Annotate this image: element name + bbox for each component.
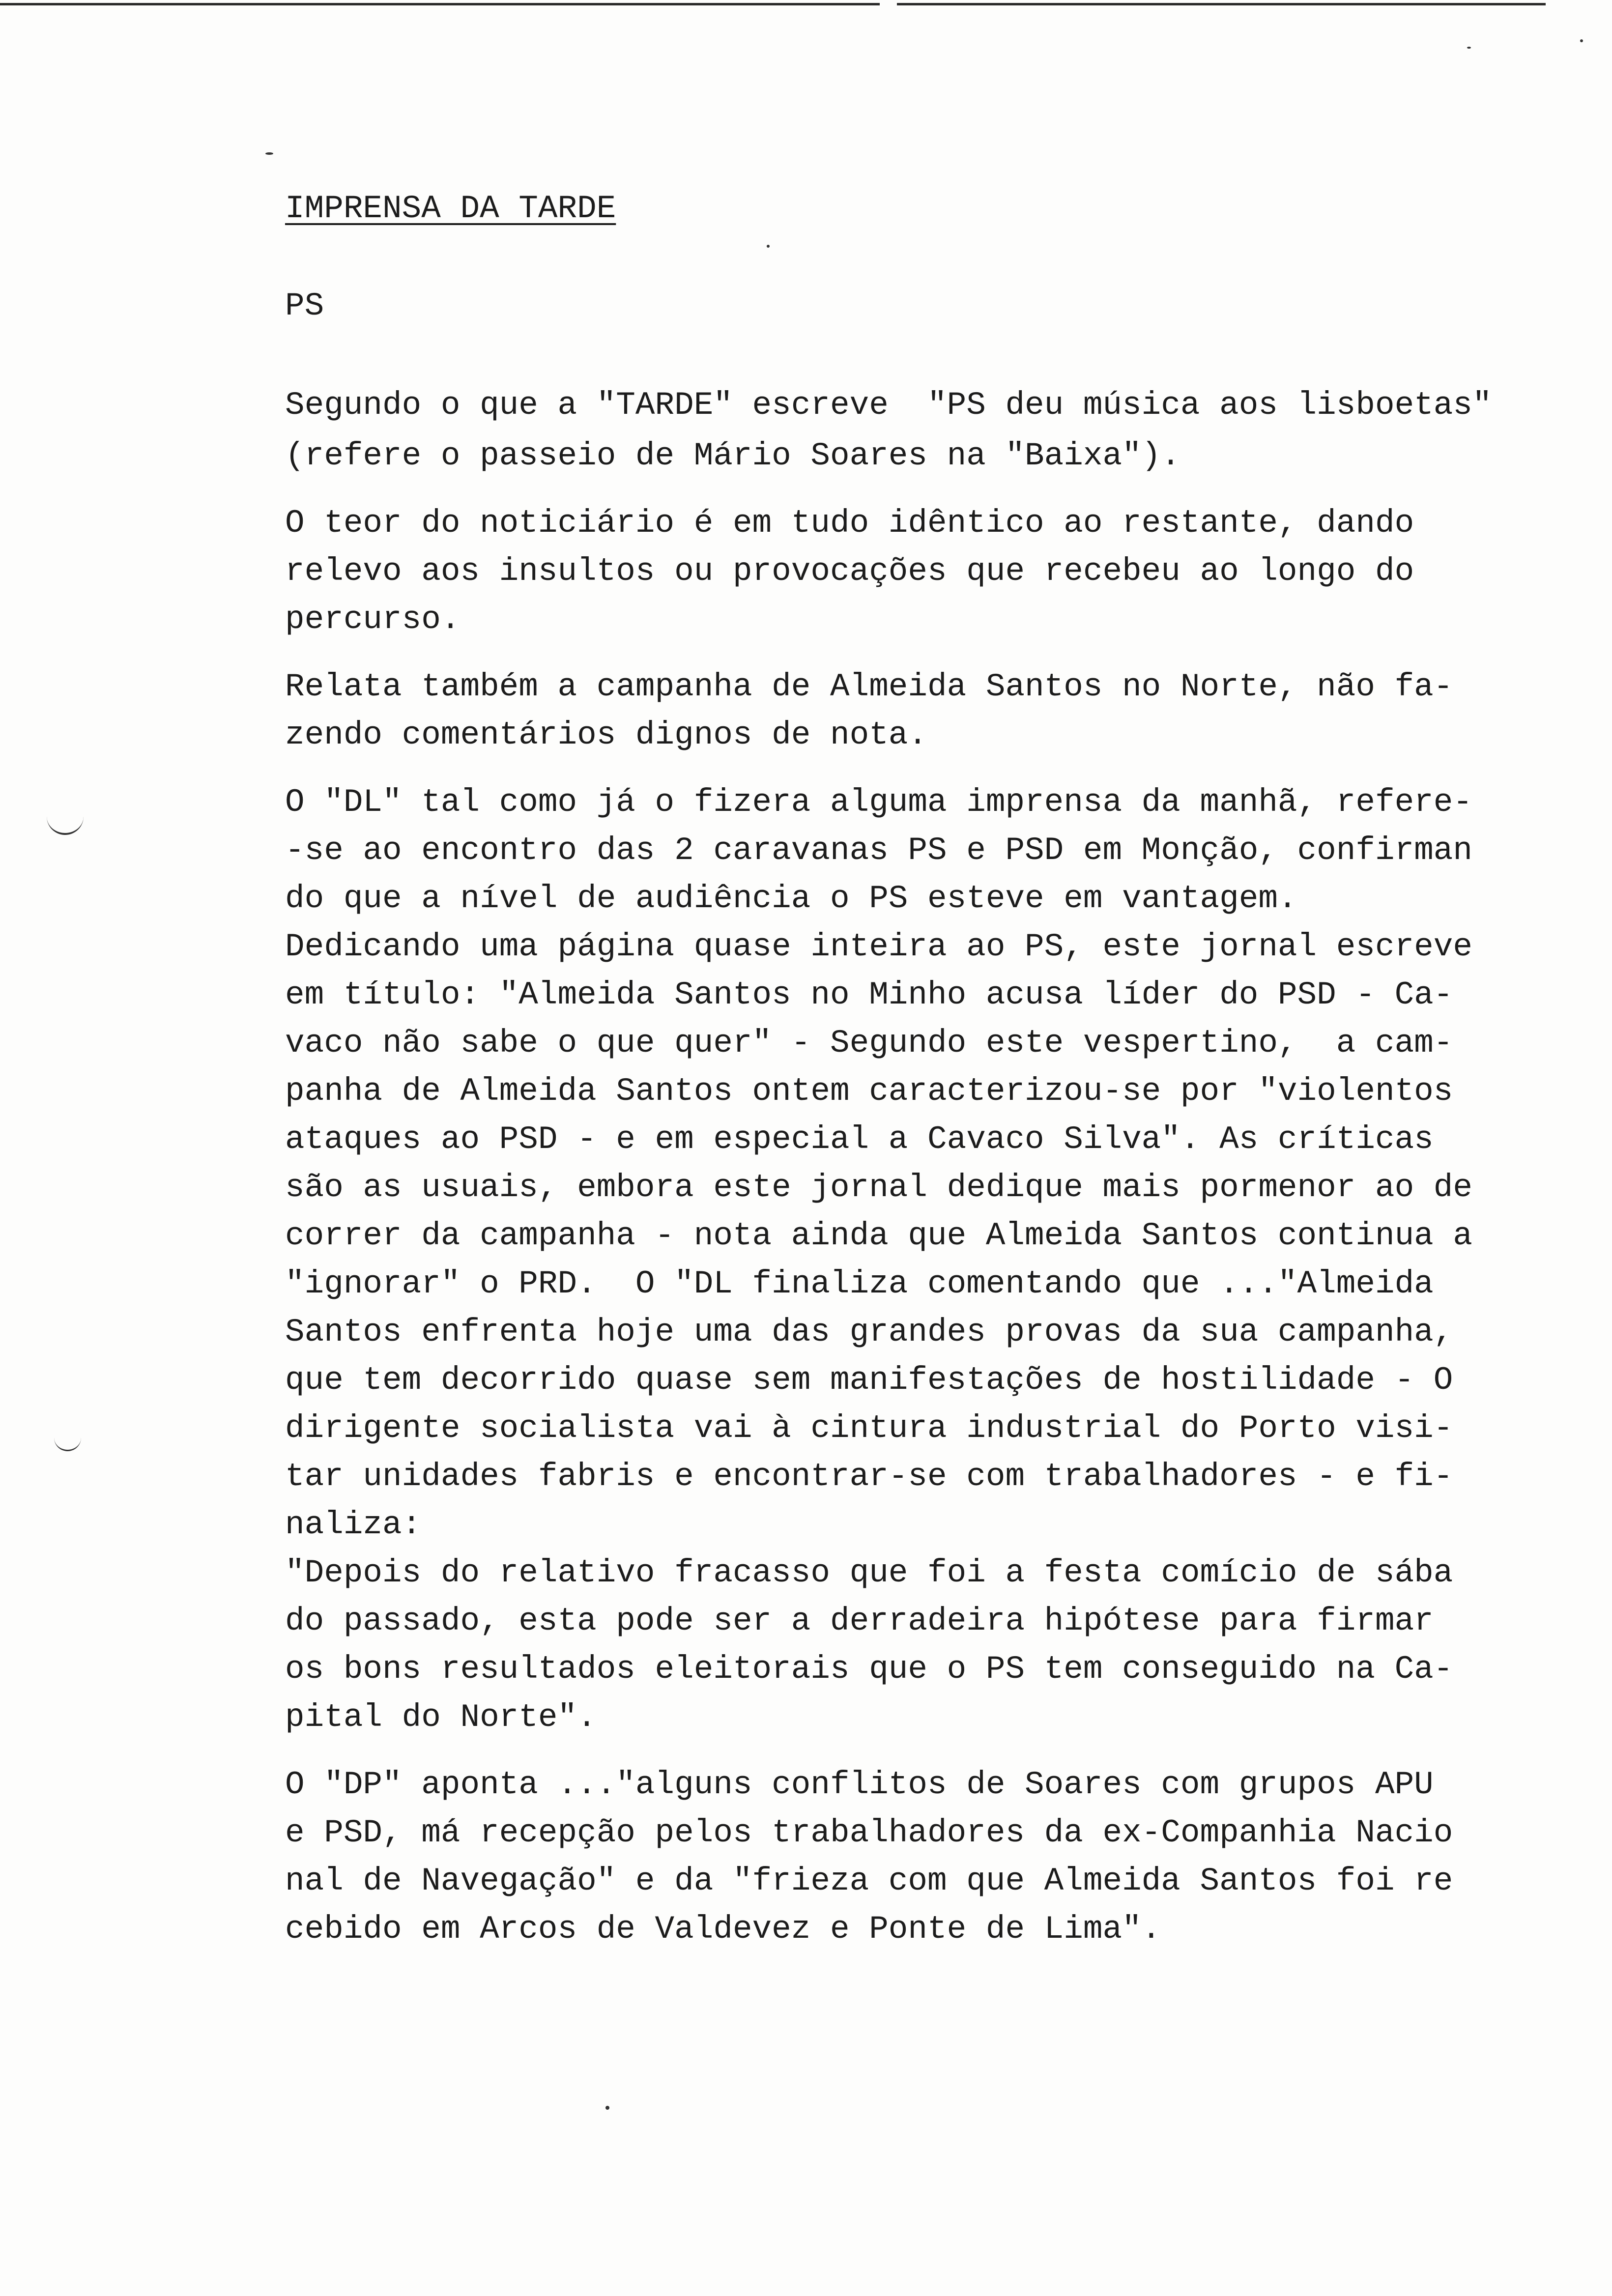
text-line: os bons resultados eleitorais que o PS tem conseguido na Ca- bbox=[285, 1651, 1453, 1688]
text-line: nal de Navegação" e da "frieza com que Almeida Santos foi re bbox=[285, 1863, 1453, 1899]
text-line: pital do Norte". bbox=[285, 1699, 597, 1736]
text-line: correr da campanha - nota ainda que Almeida Santos continua a bbox=[285, 1217, 1472, 1254]
section-label: PS bbox=[285, 287, 324, 324]
text-line: O "DL" tal como já o fizera alguma imprensa da manhã, refere- bbox=[285, 784, 1472, 821]
ink-speck bbox=[767, 245, 770, 248]
text-line: panha de Almeida Santos ontem caracterizou-se por "violentos bbox=[285, 1073, 1453, 1110]
text-line: em título: "Almeida Santos no Minho acusa líder do PSD - Ca- bbox=[285, 976, 1453, 1013]
ink-speck bbox=[265, 152, 273, 155]
text-line: O "DP" aponta ..."alguns conflitos de Soares com grupos APU bbox=[285, 1766, 1434, 1803]
text-line: são as usuais, embora este jornal dedique mais pormenor ao de bbox=[285, 1169, 1472, 1206]
text-line: naliza: bbox=[285, 1506, 422, 1543]
margin-mark bbox=[54, 1435, 81, 1451]
text-line: do passado, esta pode ser a derradeira hipótese para firmar bbox=[285, 1603, 1434, 1639]
text-line: que tem decorrido quase sem manifestações de hostilidade - O bbox=[285, 1362, 1453, 1399]
text-line: tar unidades fabris e encontrar-se com trabalhadores - e fi- bbox=[285, 1458, 1453, 1495]
top-border-rule bbox=[897, 3, 1546, 5]
text-line: O teor do noticiário é em tudo idêntico ao restante, dando bbox=[285, 505, 1414, 542]
ink-speck bbox=[605, 2106, 609, 2110]
ink-speck bbox=[1580, 39, 1583, 42]
text-line: (refere o passeio de Mário Soares na "Baixa"). bbox=[285, 437, 1180, 474]
text-line: "Depois do relativo fracasso que foi a festa comício de sába bbox=[285, 1554, 1453, 1591]
text-line: e PSD, má recepção pelos trabalhadores da ex-Companhia Nacio bbox=[285, 1814, 1453, 1851]
text-line: do que a nível de audiência o PS esteve em vantagem. bbox=[285, 880, 1297, 917]
text-line: zendo comentários dignos de nota. bbox=[285, 717, 928, 753]
text-line: percurso. bbox=[285, 601, 461, 638]
text-line: dirigente socialista vai à cintura industrial do Porto visi- bbox=[285, 1410, 1453, 1447]
text-line: vaco não sabe o que quer" - Segundo este vespertino, a cam- bbox=[285, 1025, 1453, 1062]
document-heading: IMPRENSA DA TARDE bbox=[285, 190, 616, 227]
text-line: Santos enfrenta hoje uma das grandes provas da sua campanha, bbox=[285, 1314, 1453, 1350]
text-line: relevo aos insultos ou provocações que recebeu ao longo do bbox=[285, 553, 1414, 590]
text-line: "ignorar" o PRD. O "DL finaliza comentando que ..."Almeida bbox=[285, 1265, 1434, 1302]
text-line: cebido em Arcos de Valdevez e Ponte de Lima". bbox=[285, 1911, 1161, 1948]
text-line: Relata também a campanha de Almeida Santos no Norte, não fa- bbox=[285, 668, 1453, 705]
margin-mark bbox=[47, 806, 84, 835]
text-line: ataques ao PSD - e em especial a Cavaco Silva". As críticas bbox=[285, 1121, 1434, 1158]
text-line: -se ao encontro das 2 caravanas PS e PSD em Monção, confirman bbox=[285, 832, 1472, 869]
text-line: Dedicando uma página quase inteira ao PS, este jornal escreve bbox=[285, 928, 1472, 965]
top-border-rule bbox=[0, 3, 880, 5]
text-line: Segundo o que a "TARDE" escreve "PS deu música aos lisboetas" bbox=[285, 387, 1492, 424]
ink-speck bbox=[1467, 47, 1471, 49]
